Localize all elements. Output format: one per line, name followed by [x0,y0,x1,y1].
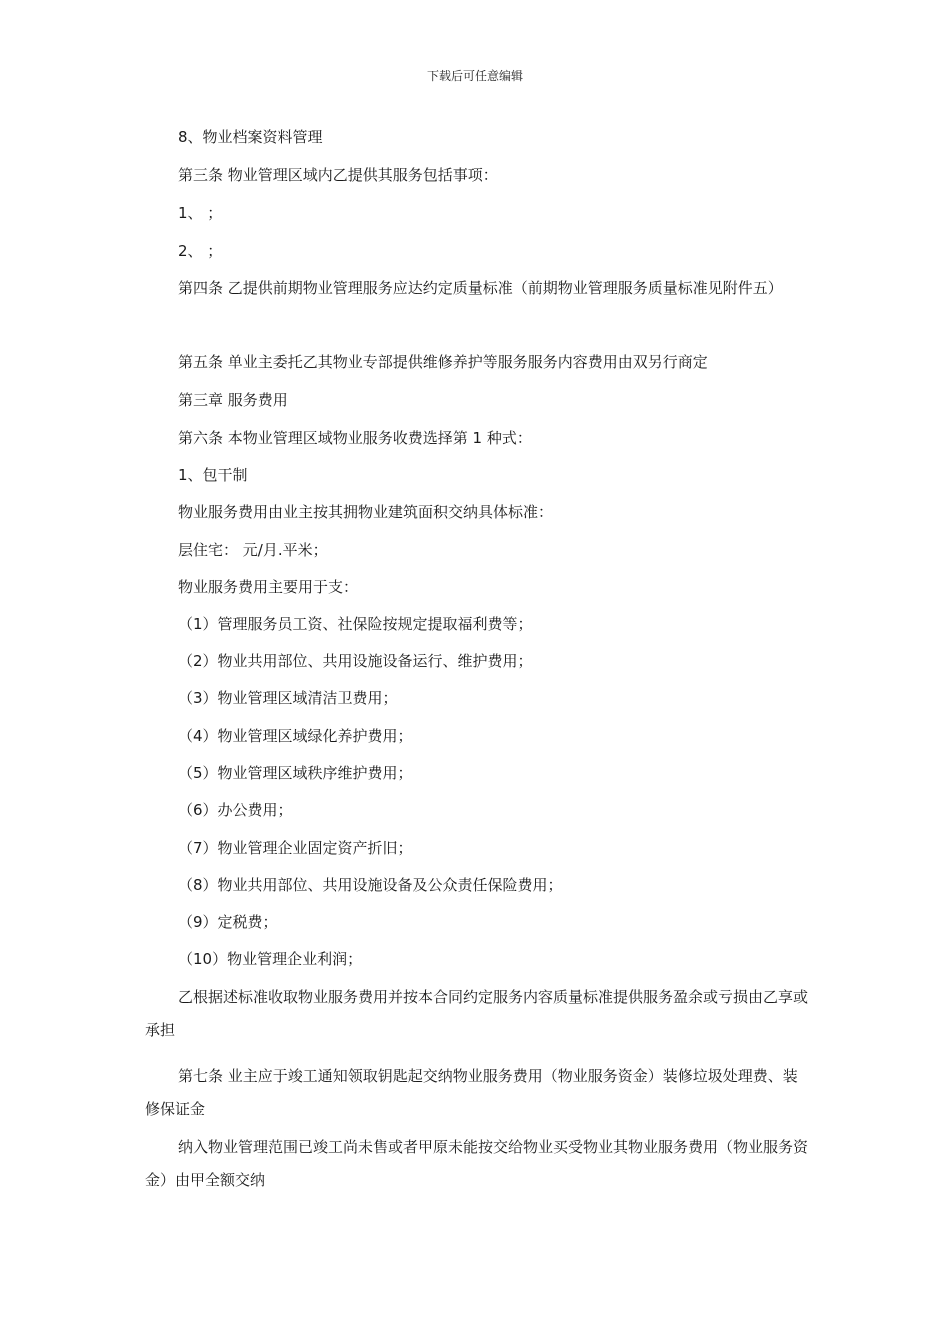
article-4: 第四条 乙提供前期物业管理服务应达约定质量标准（前期物业管理服务质量标准见附件五） [178,279,783,297]
residential-rate-line: 层住宅： 元/月.平米； [178,541,328,559]
surplus-deficit-paragraph: 乙根据述标准收取物业服务费用并按本合同约定服务内容质量标准提供服务盈余或亏损由乙享或承担 [145,988,809,1039]
fee-usage-item-4: （4）物业管理区域绿化养护费用； [178,727,413,745]
fee-usage-heading: 物业服务费用主要用于支： [178,578,359,596]
fee-standard-line: 物业服务费用由业主按其拥物业建筑面积交纳具体标准： [178,503,554,521]
fee-usage-item-6: （6）办公费用； [178,801,293,819]
fee-usage-item-10: （10）物业管理企业利润； [178,950,363,968]
article-3: 第三条 物业管理区域内乙提供其服务包括事项： [178,166,498,184]
fee-usage-item-2: （2）物业共用部位、共用设施设备运行、维护费用； [178,652,533,670]
fee-usage-item-1: （1）管理服务员工资、社保险按规定提取福利费等； [178,615,533,633]
line-archive-management: 8、物业档案资料管理 [178,128,323,146]
unsold-property-paragraph: 纳入物业管理范围已竣工尚未售或者甲原未能按交给物业买受物业其物业服务费用（物业服务资金）由甲全额交纳 [145,1138,809,1189]
service-item-1: 1、 ； [178,204,223,222]
fee-usage-item-9: （9）定税费； [178,913,278,931]
lump-sum-system: 1、包干制 [178,466,248,484]
page-header: 下载后可任意编辑 [426,69,523,83]
fee-usage-item-7: （7）物业管理企业固定资产折旧； [178,839,413,857]
article-6: 第六条 本物业管理区域物业服务收费选择第 1 种式： [178,429,532,447]
fee-usage-item-8: （8）物业共用部位、共用设施设备及公众责任保险费用； [178,876,563,894]
chapter-3-title: 第三章 服务费用 [178,391,288,409]
fee-usage-item-3: （3）物业管理区域清洁卫费用； [178,689,398,707]
service-item-2: 2、 ； [178,242,223,260]
article-7: 第七条 业主应于竣工通知领取钥匙起交纳物业服务费用（物业服务资金）装修垃圾处理费、装修保证金 [145,1067,798,1118]
fee-usage-item-5: （5）物业管理区域秩序维护费用； [178,764,413,782]
article-5: 第五条 单业主委托乙其物业专部提供维修养护等服务服务内容费用由双另行商定 [178,353,708,371]
